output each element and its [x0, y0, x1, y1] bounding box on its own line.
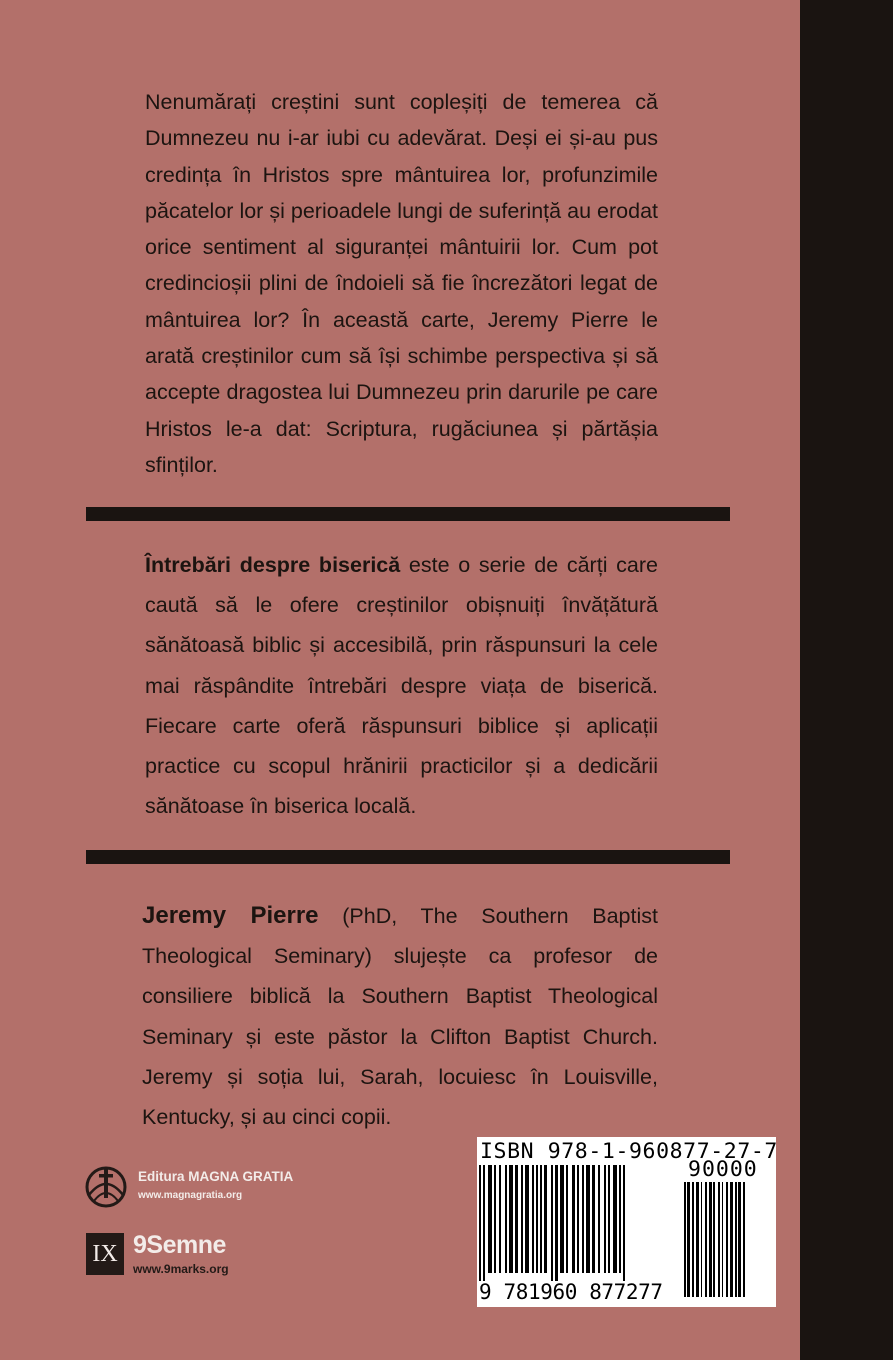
book-description: Nenumărați creștini sunt copleșiți de temerea că Dumnezeu nu i-ar iubi cu adevărat. Deși ei și-au pus credința în Hristos spre mântuirea lor, profunzimile păcatelor lor și perioadele lungi de suferință au erodat orice sentiment al siguranței mântuirii lor. Cum pot credincioșii plini de îndoieli să fie încrezători legat de mântuirea lor? În această carte, Jeremy Pierre le arată creștinilor cum să își schimbe perspectiva și să accepte dragostea lui Dumnezeu prin darurile pe care Hristos le-a dat: Scriptura, rugăciunea și părtășia sfinților.	[145, 90, 658, 477]
roman-numeral-mark: IX	[86, 1233, 124, 1275]
author-name: Jeremy Pierre	[142, 902, 319, 929]
magna-gratia-logo	[84, 1165, 344, 1213]
ean-digits: 9 781960 877277	[479, 1280, 663, 1304]
author-paragraph	[142, 896, 658, 1137]
publisher-name: 9Semne	[133, 1231, 226, 1259]
isbn-label: ISBN 978-1-960877-27-7	[480, 1139, 778, 1164]
publisher-name: Editura MAGNA GRATIA	[138, 1169, 294, 1184]
publisher-url: www.9marks.org	[133, 1262, 229, 1276]
cross-globe-icon	[84, 1165, 128, 1209]
divider-rule	[86, 507, 730, 521]
series-title: Întrebări despre biserică	[145, 553, 401, 577]
ean-barcode-bars	[479, 1165, 674, 1281]
addon-number: 90000	[688, 1157, 758, 1182]
series-paragraph	[145, 545, 658, 826]
book-spine	[800, 0, 893, 1360]
divider-rule	[86, 850, 730, 864]
isbn-barcode	[477, 1137, 776, 1307]
series-text: este o serie de cărți care caută să le ofere creștinilor obișnuiți învățătură sănătoasă biblic și accesibilă, prin răspunsuri la cele mai răspândite întrebări despre viața de biserică. Fiecare carte oferă răspunsuri biblice și aplicații practice cu scopul hrănirii practicilor și a dedicării sănătoase în biserica locală.	[145, 553, 658, 819]
publisher-url: www.magnagratia.org	[138, 1190, 243, 1201]
9semne-logo	[86, 1233, 286, 1279]
author-bio: (PhD, The Southern Baptist Theological Seminary) slujește ca profesor de consiliere biblică la Southern Baptist Theological Seminary și este păstor la Clifton Baptist Church. Jeremy și soția lui, Sarah, locuiesc în Louisville, Kentucky, și au cinci copii.	[142, 904, 658, 1130]
addon-barcode-bars	[684, 1182, 772, 1305]
